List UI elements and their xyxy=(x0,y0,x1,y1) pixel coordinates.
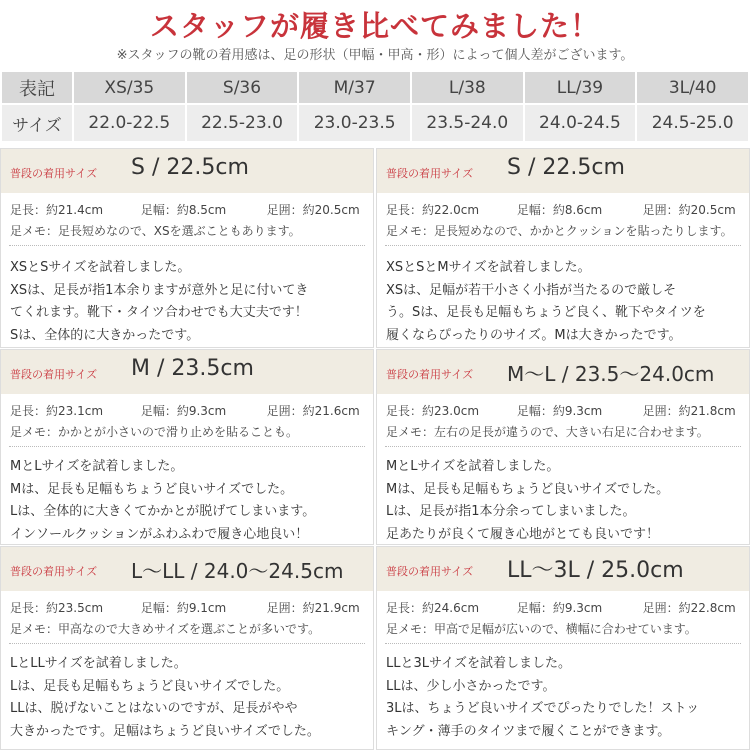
card-header xyxy=(1,350,373,394)
trial-comment xyxy=(10,456,367,546)
card-header xyxy=(377,547,749,591)
comment-line: 足あたりが良くて履き心地がとても良いです！ xyxy=(386,526,660,542)
trial-comment xyxy=(386,257,743,347)
comment-line: キング・薄手のタイツまで履くことができます。 xyxy=(386,723,671,739)
comment-line: Mは、足長も足幅もちょうど良いサイズでした。 xyxy=(10,481,294,497)
usual-size-value: S / 22.5cm xyxy=(131,155,249,180)
usual-size-value: M〜L / 23.5〜24.0cm xyxy=(507,362,715,386)
foot-girth: 足囲：約21.9cm xyxy=(266,601,360,615)
trial-comment xyxy=(386,456,743,546)
comment-line: う。Sは、足長も足幅もちょうど良く、靴下やタイツを xyxy=(386,305,706,320)
usual-size-value: L〜LL / 24.0〜24.5cm xyxy=(131,559,344,583)
foot-width: 足幅：約9.3cm xyxy=(516,601,603,615)
trial-comment xyxy=(386,653,743,743)
usual-size-label: 普段の着用サイズ xyxy=(10,565,98,578)
divider xyxy=(9,643,365,644)
trial-comment xyxy=(10,653,367,743)
comment-line: MとLサイズを試着しました。 xyxy=(10,459,184,474)
foot-girth: 足囲：約20.5cm xyxy=(266,203,360,217)
length-cell: 23.0-23.5 xyxy=(298,104,411,142)
usual-size-label: 普段の着用サイズ xyxy=(10,167,98,180)
comment-line: XSとSサイズを試着しました。 xyxy=(10,260,191,275)
measurements xyxy=(10,201,360,218)
length-row xyxy=(1,104,749,142)
length-cell: 23.5-24.0 xyxy=(411,104,524,142)
staff-review-card xyxy=(0,546,374,750)
foot-length: 足長：約23.5cm xyxy=(10,601,104,615)
usual-size-label: 普段の着用サイズ xyxy=(386,167,474,180)
size-row-header: 表記 xyxy=(1,71,73,104)
comment-line: LLと3Lサイズを試着しました。 xyxy=(386,656,571,671)
foot-length: 足長：約23.0cm xyxy=(386,404,480,418)
size-cell: S/36 xyxy=(186,71,299,104)
comment-line: Lは、足長が指1本分余ってしまいました。 xyxy=(386,504,636,519)
size-table xyxy=(0,70,750,143)
comment-line: Mは、足長も足幅もちょうど良いサイズでした。 xyxy=(386,481,670,497)
staff-review-card xyxy=(0,349,374,545)
comment-line: てくれます。靴下・タイツ合わせでも大丈夫です！ xyxy=(10,305,308,320)
divider xyxy=(385,245,741,246)
staff-review-card xyxy=(376,349,750,545)
usual-size-label: 普段の着用サイズ xyxy=(386,565,474,578)
foot-girth: 足囲：約20.5cm xyxy=(642,203,736,217)
comment-line: XSは、足幅が若干小さく小指が当たるので厳しそ xyxy=(386,282,677,298)
length-cell: 22.0-22.5 xyxy=(73,104,186,142)
divider xyxy=(9,446,365,447)
foot-memo: 足メモ：左右の足長が違うので、大きい右足に合わせます。 xyxy=(386,425,709,439)
card-header xyxy=(377,149,749,193)
comment-line: LLは、脱げないことはないのですが、足長がやや xyxy=(10,701,298,716)
usual-size-label: 普段の着用サイズ xyxy=(386,368,474,381)
foot-length: 足長：約22.0cm xyxy=(386,203,480,217)
comment-line: MとLサイズを試着しました。 xyxy=(386,459,560,474)
comment-line: インソールクッションがふわふわで履き心地良い！ xyxy=(10,526,309,542)
comment-line: Sは、全体的に大きかったです。 xyxy=(10,327,200,343)
foot-memo: 足メモ：甲高なので大きめサイズを選ぶことが多いです。 xyxy=(10,622,321,636)
foot-width: 足幅：約8.5cm xyxy=(140,203,227,217)
length-cell: 22.5-23.0 xyxy=(186,104,299,142)
staff-review-card xyxy=(376,546,750,750)
size-cell: M/37 xyxy=(298,71,411,104)
foot-memo: 足メモ：足長短めなので、かかとクッションを貼ったりします。 xyxy=(386,224,733,238)
comment-line: XSとSとMサイズを試着しました。 xyxy=(386,260,591,275)
usual-size-value: S / 22.5cm xyxy=(507,155,625,180)
comment-line: LとLLサイズを試着しました。 xyxy=(10,656,187,671)
usual-size-value: M / 23.5cm xyxy=(131,356,254,381)
foot-length: 足長：約23.1cm xyxy=(10,404,104,418)
foot-girth: 足囲：約21.6cm xyxy=(266,404,360,418)
measurements xyxy=(386,201,736,218)
size-cell: XS/35 xyxy=(73,71,186,104)
trial-comment xyxy=(10,257,367,347)
comment-line: Lは、足長も足幅もちょうど良いサイズでした。 xyxy=(10,678,290,694)
foot-width: 足幅：約9.1cm xyxy=(140,601,227,615)
measurements xyxy=(10,599,360,616)
foot-girth: 足囲：約22.8cm xyxy=(642,601,736,615)
comment-line: XSは、足長が指1本余りますが意外と足に付いてき xyxy=(10,282,309,298)
foot-width: 足幅：約9.3cm xyxy=(516,404,603,418)
card-header xyxy=(377,350,749,394)
size-cell: 3L/40 xyxy=(636,71,749,104)
foot-width: 足幅：約9.3cm xyxy=(140,404,227,418)
size-cell: L/38 xyxy=(411,71,524,104)
comment-line: 履くならぴったりのサイズ。Mは大きかったです。 xyxy=(386,327,682,343)
measurements xyxy=(386,402,736,419)
page-title: スタッフが履き比べてみました！ xyxy=(149,9,600,43)
divider xyxy=(385,643,741,644)
divider xyxy=(385,446,741,447)
measurements xyxy=(386,599,736,616)
foot-memo: 足メモ：かかとが小さいので滑り止めを貼ることも。 xyxy=(10,425,299,439)
size-row xyxy=(1,71,749,104)
card-header xyxy=(1,547,373,591)
length-cell: 24.0-24.5 xyxy=(524,104,637,142)
card-header xyxy=(1,149,373,193)
foot-memo: 足メモ：甲高で足幅が広いので、横幅に合わせています。 xyxy=(386,622,697,636)
comment-line: LLは、少し小さかったです。 xyxy=(386,678,556,694)
disclaimer-note: ※スタッフの靴の着用感は、足の形状（甲幅・甲高・形）によって個人差がございます。 xyxy=(116,48,634,63)
foot-girth: 足囲：約21.8cm xyxy=(642,404,736,418)
foot-memo: 足メモ：足長短めなので、XSを選ぶこともあります。 xyxy=(10,224,301,238)
length-row-header: サイズ xyxy=(1,104,73,142)
size-cell: LL/39 xyxy=(524,71,637,104)
foot-length: 足長：約21.4cm xyxy=(10,203,104,217)
divider xyxy=(9,245,365,246)
comment-line: Lは、全体的に大きくてかかとが脱げてしまいます。 xyxy=(10,504,316,519)
foot-width: 足幅：約8.6cm xyxy=(516,203,603,217)
length-cell: 24.5-25.0 xyxy=(636,104,749,142)
usual-size-label: 普段の着用サイズ xyxy=(10,368,98,381)
usual-size-value: LL〜3L / 25.0cm xyxy=(507,558,684,583)
comment-line: 3Lは、ちょうど良いサイズでぴったりでした！ストッ xyxy=(386,701,700,716)
measurements xyxy=(10,402,360,419)
foot-length: 足長：約24.6cm xyxy=(386,601,480,615)
staff-review-card xyxy=(0,148,374,348)
staff-review-card xyxy=(376,148,750,348)
comment-line: 大きかったです。足幅はちょうど良いサイズでした。 xyxy=(10,723,320,739)
